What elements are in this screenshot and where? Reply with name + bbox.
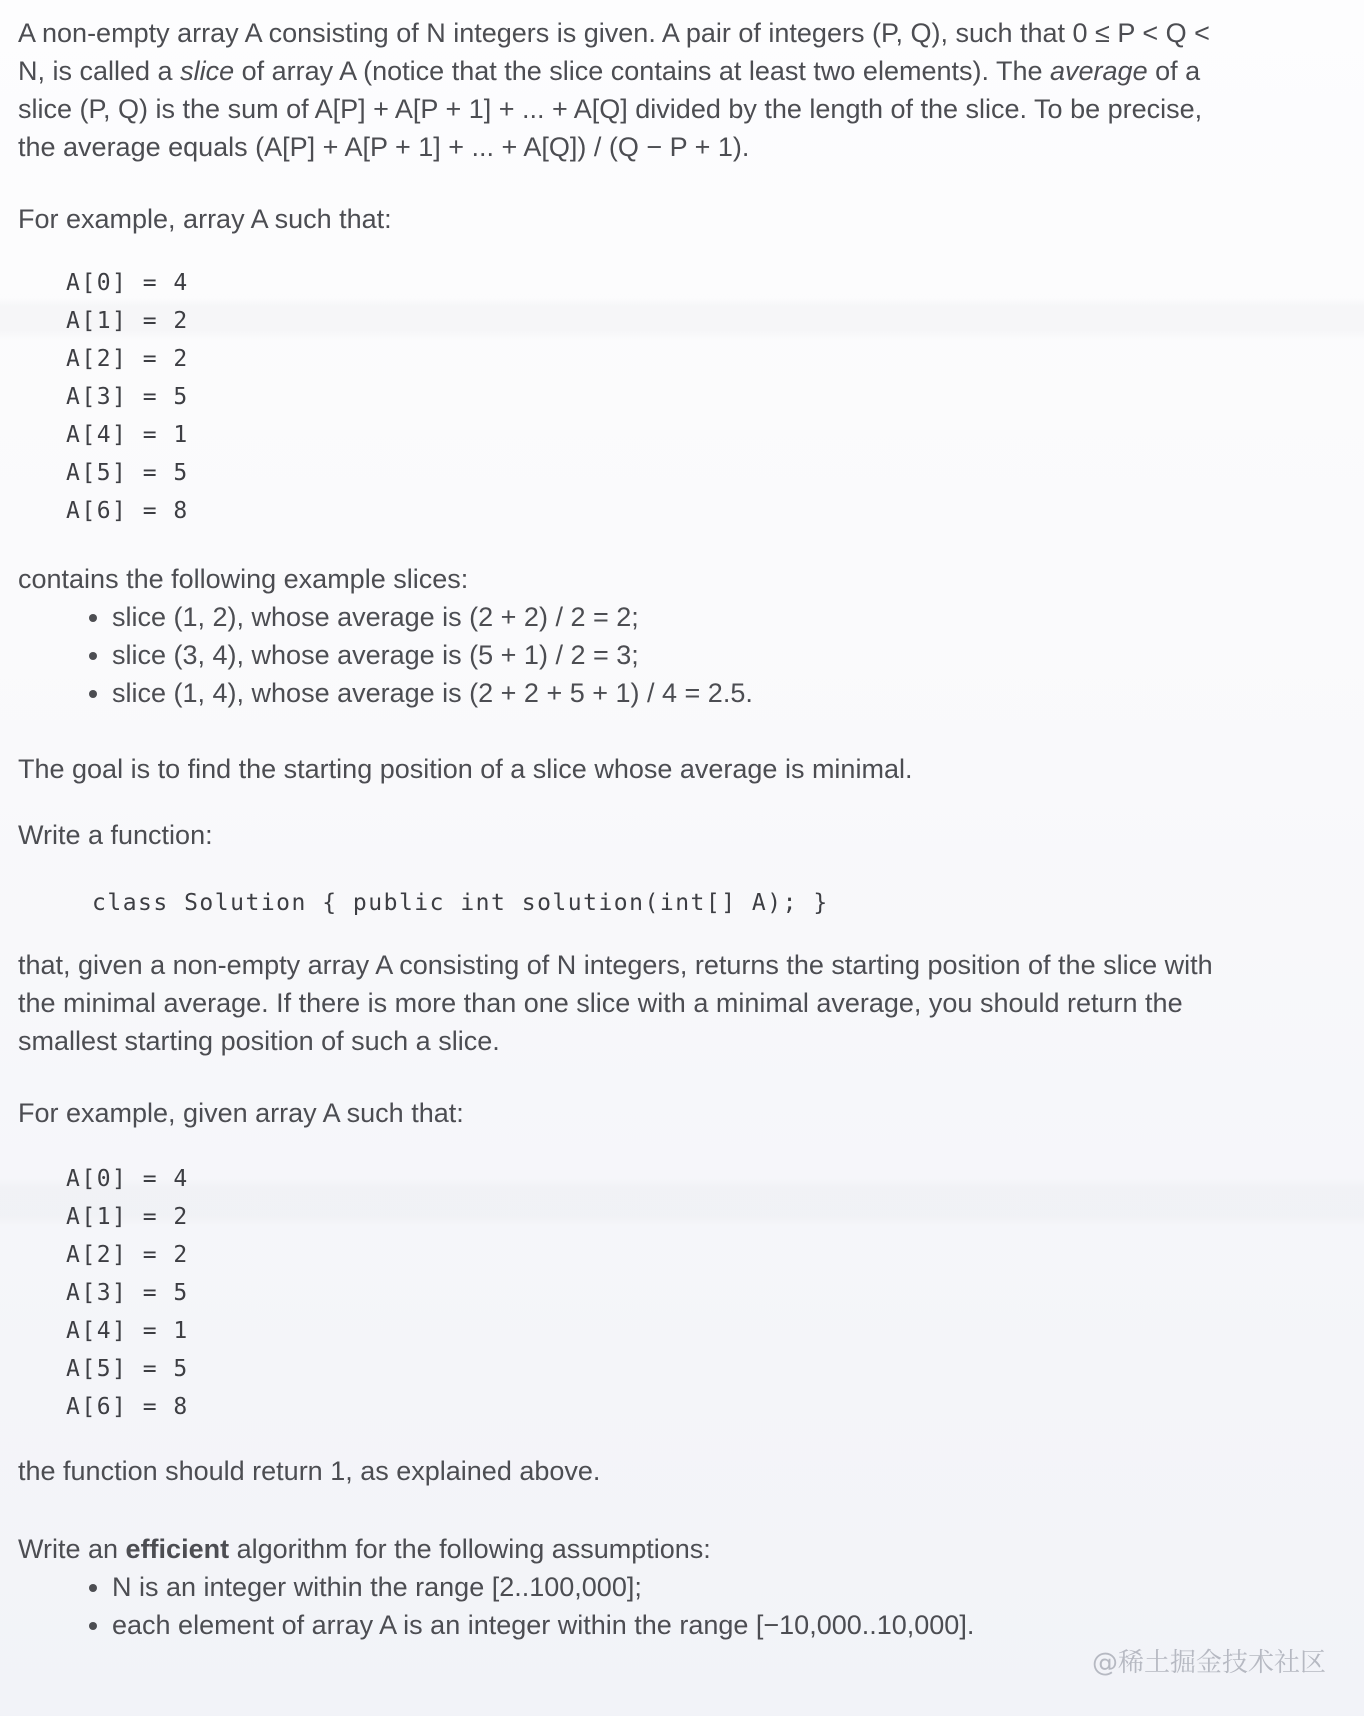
slice-term-italic: slice [180, 56, 235, 86]
example2-intro: For example, given array A such that: [18, 1098, 464, 1128]
code-line: A[1] = 2 [66, 1204, 189, 1230]
code-line: A[4] = 1 [66, 1318, 189, 1344]
code-line: A[2] = 2 [66, 346, 189, 372]
assumptions-list [18, 1568, 1230, 1644]
intro-paragraph [18, 14, 1230, 166]
code-line: A[6] = 8 [66, 1394, 189, 1420]
code-line: A[4] = 1 [66, 422, 189, 448]
result-note: the function should return 1, as explained above. [18, 1456, 601, 1486]
assumption-list-item: • N is an integer within the range [2..100,000]; [112, 1568, 1230, 1606]
slice-list-item: • slice (1, 4), whose average is (2 + 2 + 5 + 1) / 4 = 2.5. [112, 674, 1230, 712]
write-function-label: Write a function: [18, 820, 213, 850]
assumption-list-item: • each element of array A is an integer within the range [−10,000..10,000]. [112, 1606, 1230, 1644]
function-signature-code: class Solution { public int solution(int[] A); } [92, 890, 829, 916]
code-line: A[1] = 2 [66, 308, 189, 334]
slice-list-item: • slice (3, 4), whose average is (5 + 1) / 2 = 3; [112, 636, 1230, 674]
assumptions-intro [18, 1530, 1230, 1568]
code-line: A[3] = 5 [66, 1280, 189, 1306]
description-paragraph: that, given a non-empty array A consisting of N integers, returns the starting position of the slice with the minimal average. If there is more than one slice with a minimal average, you should return the smallest starting position of such a slice. [18, 950, 1213, 1056]
intro-text-2: of array A (notice that the slice contains at least two elements). The [234, 56, 1051, 86]
example-intro: For example, array A such that: [18, 204, 392, 234]
goal-paragraph: The goal is to find the starting position of a slice whose average is minimal. [18, 754, 913, 784]
example-array-code [18, 264, 1230, 530]
efficient-bold: efficient [125, 1534, 230, 1564]
average-term-italic: average [1050, 56, 1148, 86]
code-line: A[0] = 4 [66, 1166, 189, 1192]
slice-list-item: • slice (1, 2), whose average is (2 + 2) / 2 = 2; [112, 598, 1230, 636]
code-line: A[6] = 8 [66, 498, 189, 524]
slices-intro: contains the following example slices: [18, 564, 469, 594]
slices-list [18, 598, 1230, 712]
code-line: A[2] = 2 [66, 1242, 189, 1268]
assumptions-text-2: algorithm for the following assumptions: [229, 1534, 711, 1564]
example-array-code-2 [18, 1160, 1230, 1426]
code-line: A[5] = 5 [66, 460, 189, 486]
watermark: @稀土掘金技术社区 [1091, 1648, 1326, 1678]
intro-text-3: of a slice (P, Q) is the sum of A[P] + A[P + 1] + ... + A[Q] divided by the length of the slice. To be precise, the average equals (A[P] + A[P + 1] + ... + A[Q]) / (Q − P + 1). [18, 56, 1203, 162]
assumptions-text-1: Write an [18, 1534, 126, 1564]
code-line: A[3] = 5 [66, 384, 189, 410]
intro-text-1: A non-empty array A consisting of N integers is given. A pair of integers (P, Q), such that 0 ≤ P < Q < N, is called a [18, 18, 1210, 86]
code-line: A[5] = 5 [66, 1356, 189, 1382]
code-line: A[0] = 4 [66, 270, 189, 296]
